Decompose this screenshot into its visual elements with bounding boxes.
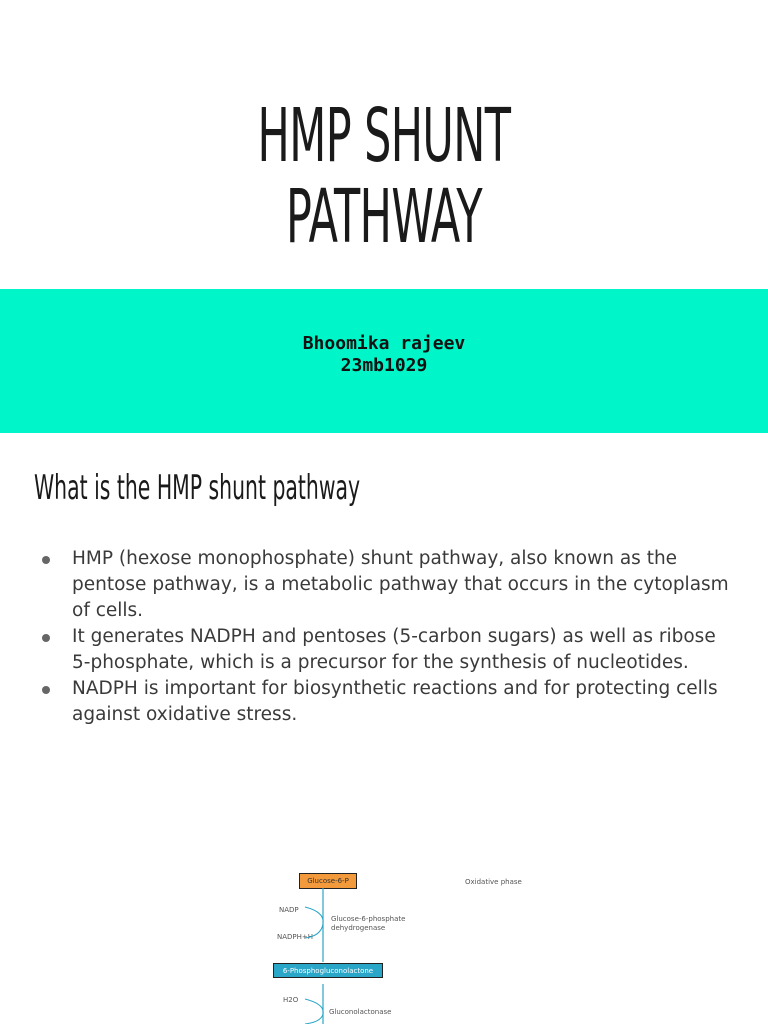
bullet-item: It generates NADPH and pentoses (5-carbon sugars) as well as ribose 5-phosphate, which is a precursor for the synthesis of nucleotides. [40,624,740,676]
diagram-arrows [265,866,545,1024]
diagram-box-6-phosphogluconolactone: 6-Phosphogluconolactone [273,963,383,978]
bullet-item: HMP (hexose monophosphate) shunt pathway, also known as the pentose pathway, is a metabolic pathway that occurs in the cytoplasm of cells. [40,546,740,624]
diagram-enzyme2-label: Gluconolactonase [329,1008,392,1016]
bullet-icon [42,556,50,564]
bullet-list [40,546,740,728]
author-name: Bhoomika rajeev [302,333,466,354]
diagram-box-glucose-6-p: Glucose-6-P [299,873,357,889]
diagram-water-arrow [305,999,323,1024]
content-heading: What is the HMP shunt pathway [34,468,361,508]
bullet-icon [42,634,50,642]
bullet-icon [42,686,50,694]
diagram-h2o-label: H2O [283,996,299,1004]
author-block [0,333,768,377]
bullet-item: NADPH is important for biosynthetic reactions and for protecting cells against oxidative stress. [40,676,740,728]
diagram-nadp-label: NADP [279,906,299,914]
pathway-diagram [265,866,545,1024]
author-id: 23mb1029 [340,355,428,376]
diagram-phase-label: Oxidative phase [465,878,522,886]
diagram-nadph-label: NADPH+H [277,933,314,941]
diagram-enzyme-label: Glucose-6-phosphate dehydrogenase [331,915,406,932]
title-slide [0,0,768,433]
slide-title: HMP SHUNT PATHWAY [257,93,511,261]
diagram-cofactor-arrow [305,907,323,938]
